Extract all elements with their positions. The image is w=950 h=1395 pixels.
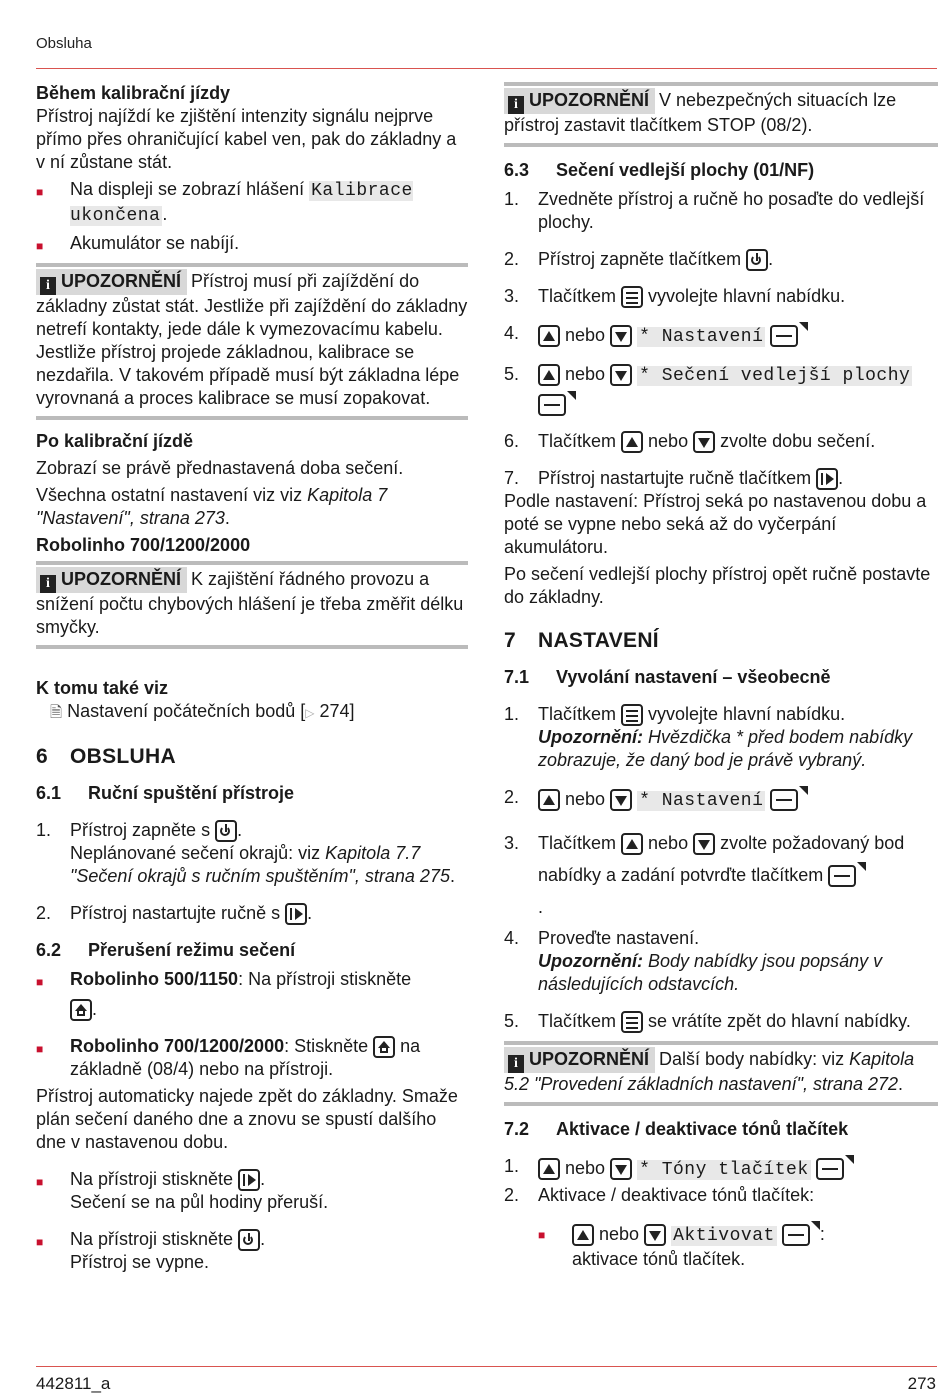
down-button-icon [693,431,715,453]
note-box: i UPOZORNĚNÍ Přístroj musí při zajíždění do základny zůstat stát. Jestliže při zajíždění do základny netrefí kontakty, jede dále k vymezovacímu kabelu. Jestliže přístroj projede základnou, kalibrace se nezdařila. V takovém případě musí být základna lépe vyrovnaná a proces kalibrace se musí zopakovat. [36,263,468,420]
heading-calibration: Během kalibrační jízdy [36,83,231,103]
menu-entry: * Tóny tlačítek [639,1160,809,1180]
ok-button-icon [782,1224,810,1246]
left-column: Během kalibrační jízdy Přístroj najíždí ke zjištění intenzity signálu nejprve přímo přes ohraničující kabel ven, pak do základny a v ní zůstane stát. ■ Na displeji se zobrazí hlášení Kalibrace ukončena . ■ Akumulátor se nabíjí. i UPOZORNĚNÍ Přístroj musí při zajíždění do základny zůstat stát. Jestliže při zajíždění do základny netrefí kontakty, jede dále k vymezovacímu kabelu. Jestliže přístroj projede základnou, kalibrace se nezdařila. V takovém případě musí být základna lépe vyrovnaná a proces kalibrace se musí zopakovat. Po kalibrační jízdě Zobrazí se právě přednastavená doba sečení. Všechna ostatní nastavení viz viz Kapitola 7 "Nastavení", strana 273. Robolinho 700/1200/2000 i UPOZORNĚNÍ K zajištění řádného provozu a snížení počtu chybových hlášení je třeba změřit délku smyčky. K tomu také viz 🗎 Nastavení počátečních bodů [▷ 274] 6 OBSLUHA 6.1 Ruční spuštění přístroje 1. Přístroj zapněte s . Neplánované sečení okrajů: viz Kapitola 7.7 "Sečení okrajů s ručním spuštěním", strana 275. 2. Přístroj nastartujte ručně s . 6.2 Přerušení režimu sečení ■ Robolinho 500/1150: Na přístroji stiskněte . ■ Robolinho 700/1200/2000: Stiskněte na základně (08/4) nebo na přístroji. Přístroj automaticky najede zpět do základny. Smaže plán sečení daného dne a znovu se spustí dalšího dne v nastavenou dobu. ■ Na přístroji stiskněte . Sečení se na půl hodiny přeruší. ■ Na přístroji stiskněte . Přístroj se vypne. [36,83,468,1272]
chapter-link[interactable]: Kapitola 5.2 "Provedení základních nastavení", strana 272 [504,1049,915,1094]
note-badge: i UPOZORNĚNÍ [36,269,187,295]
menu-entry: * Nastavení [639,327,764,347]
section-7-1-title: 7.1 Vyvolání nastavení – všeobecně [504,667,831,687]
list-item: ■ Robolinho 700/1200/2000: Stiskněte na základně (08/4) nebo na přístroji. [36,1036,421,1079]
numbered-item: 2. Přístroj zapněte tlačítkem . [504,249,774,269]
menu-entry: * Sečení vedlejší plochy [639,366,911,386]
power-button-icon [746,249,768,271]
up-button-icon [538,364,560,386]
section-6-1-title: 6.1 Ruční spuštění přístroje [36,783,295,803]
down-button-icon [610,325,632,347]
down-button-icon [610,1158,632,1180]
start-button-icon [285,903,307,925]
start-button-icon [816,468,838,490]
info-icon: i [40,277,56,295]
see-also-link[interactable]: 🗎 Nastavení počátečních bodů [▷ 274] [50,701,355,721]
numbered-item: 2. Přístroj nastartujte ručně s . [36,903,313,923]
numbered-item: 3. Tlačítkem vyvolejte hlavní nabídku. [504,286,846,306]
numbered-item: 4. Proveďte nastavení. Upozornění: Body nabídky jsou popsány v následujících odstavcích. [504,928,883,994]
up-button-icon [572,1224,594,1246]
down-button-icon [644,1224,666,1246]
numbered-item: 2. Aktivace / deaktivace tónů tlačítek: [504,1185,815,1205]
numbered-item: 5. Tlačítkem se vrátíte zpět do hlavní nabídky. [504,1011,911,1031]
bullet-icon: ■ [36,1175,44,1189]
home-button-icon [70,999,92,1021]
home-button-icon [373,1036,395,1058]
down-button-icon [693,833,715,855]
note-box: i UPOZORNĚNÍ K zajištění řádného provozu a snížení počtu chybových hlášení je třeba změřit délku smyčky. [36,561,468,649]
power-button-icon [215,820,237,842]
info-icon: i [508,1055,524,1073]
heading-after-calibration: Po kalibrační jízdě [36,431,194,451]
up-button-icon [621,833,643,855]
note-box: i UPOZORNĚNÍ V nebezpečných situacích lze přístroj zastavit tlačítkem STOP (08/2). [504,82,938,147]
power-button-icon [238,1229,260,1251]
note-badge: i UPOZORNĚNÍ [504,1047,655,1073]
down-button-icon [610,364,632,386]
bullet-icon: ■ [36,239,44,253]
running-header: Obsluha [36,35,92,52]
numbered-item: 7. Přístroj nastartujte ručně tlačítkem . [504,468,844,488]
right-column: i UPOZORNĚNÍ V nebezpečných situacích lze přístroj zastavit tlačítkem STOP (08/2). 6.3 Sečení vedlejší plochy (01/NF) 1. Zvedněte přístroj a ručně ho posaďte do vedlejší plochy. 2. Přístroj zapněte tlačítkem . 3. Tlačítkem vyvolejte hlavní nabídku. 4. nebo * Nastavení 5. nebo * Sečení vedlejší plochy 6. Tlačítkem nebo zvolte dobu sečení. 7. Přístroj nastartujte ručně tlačítkem . Podle nastavení: Přístroj seká po nastavenou dobu a poté se vypne nebo seká až do vyčerpání akumulátoru. Po sečení vedlejší plochy přístroj opět ručně postavte do základny. 7 NASTAVENÍ 7.1 Vyvolání nastavení – všeobecně 1. Tlačítkem vyvolejte hlavní nabídku. Upozornění: Hvězdička * před bodem nabídky zobrazuje, že daný bod je právě vybraný. 2. nebo * Nastavení 3. Tlačítkem nebo zvolte požadovaný bod nabídky a zadání potvrďte tlačítkem . 4. Proveďte nastavení. Upozornění: Body nabídky jsou popsány v následujících odstavcích. 5. Tlačítkem se vrátíte zpět do hlavní nabídky. i UPOZORNĚNÍ Další body nabídky: viz Kapitola 5.2 "Provedení základních nastavení", strana 272. 7.2 Aktivace / deaktivace tónů tlačítek 1. nebo * Tóny tlačítek 2. Aktivace / deaktivace tónů tlačítek: ■ nebo Aktivovat : aktivace tónů tlačítek. [504,82,938,1271]
note-box: i UPOZORNĚNÍ Další body nabídky: viz Kapitola 5.2 "Provedení základních nastavení", strana 272. [504,1041,938,1106]
section-6-3-title: 6.3 Sečení vedlejší plochy (01/NF) [504,160,815,180]
up-button-icon [538,789,560,811]
document-icon: 🗎 [50,704,63,721]
page-arrow-icon: ▷ [305,706,315,720]
see-also-heading: K tomu také viz [36,678,169,698]
start-button-icon [238,1169,260,1191]
numbered-item: 4. nebo * Nastavení [504,322,938,349]
bullet-icon: ■ [36,1042,44,1056]
section-7-title: 7 NASTAVENÍ [504,629,659,652]
numbered-item: 2. nebo * Nastavení [504,786,938,813]
up-button-icon [621,431,643,453]
up-button-icon [538,1158,560,1180]
para-calibration: Přístroj najíždí ke zjištění intenzity signálu nejprve přímo přes ohraničující kabel ven, pak do základny a v ní zůstane stát. [36,106,457,172]
up-button-icon [538,325,560,347]
ok-button-icon [770,325,798,347]
note-badge: i UPOZORNĚNÍ [36,567,187,593]
header-rule [36,68,937,69]
numbered-item: 1. Zvedněte přístroj a ručně ho posaďte do vedlejší plochy. [504,189,925,232]
chapter-link[interactable]: Kapitola 7.7 "Sečení okrajů s ručním spuštěním", strana 275 [70,843,450,886]
chapter-link[interactable]: Kapitola 7 "Nastavení", strana 273 [36,485,388,528]
heading-model: Robolinho 700/1200/2000 [36,535,251,555]
section-6-title: 6 OBSLUHA [36,745,176,768]
list-item: ■ Na přístroji stiskněte . Sečení se na půl hodiny přeruší. [36,1169,329,1212]
info-icon: i [40,575,56,593]
numbered-item: 1. Přístroj zapněte s . Neplánované sečení okrajů: viz Kapitola 7.7 "Sečení okrajů s ručním spuštěním", strana 275. [36,820,455,886]
footer-rule [36,1366,937,1367]
section-6-2-title: 6.2 Přerušení režimu sečení [36,940,296,960]
list-item: ■ nebo Aktivovat : aktivace tónů tlačítek. [538,1221,938,1271]
numbered-item: 1. Tlačítkem vyvolejte hlavní nabídku. Upozornění: Hvězdička * před bodem nabídky zobrazuje, že daný bod je právě vybraný. [504,704,913,770]
menu-button-icon [621,704,643,726]
numbered-item: 5. nebo * Sečení vedlejší plochy [504,363,938,416]
down-button-icon [610,789,632,811]
numbered-item: 6. Tlačítkem nebo zvolte dobu sečení. [504,431,876,451]
menu-button-icon [621,1011,643,1033]
document-id: 442811_a [36,1374,111,1393]
list-item: ■ Na displeji se zobrazí hlášení Kalibrace ukončena . [36,179,413,226]
ok-button-icon [816,1158,844,1180]
menu-button-icon [621,286,643,308]
list-item: ■ Na přístroji stiskněte . Přístroj se vypne. [36,1229,266,1272]
info-icon: i [508,96,524,114]
bullet-icon: ■ [36,1235,44,1249]
ok-button-icon [828,865,856,887]
bullet-icon: ■ [538,1228,546,1242]
numbered-item: 1. nebo * Tóny tlačítek [504,1155,938,1182]
note-badge: i UPOZORNĚNÍ [504,88,655,114]
section-7-2-title: 7.2 Aktivace / deaktivace tónů tlačítek [504,1119,849,1139]
menu-entry: * Nastavení [639,791,764,811]
bullet-icon: ■ [36,975,44,989]
list-item: ■ Akumulátor se nabíjí. [36,232,468,255]
numbered-item: 3. Tlačítkem nebo zvolte požadovaný bod nabídky a zadání potvrďte tlačítkem . [504,833,905,917]
display-message: Kalibrace ukončena [70,181,413,226]
page-number: 273 [907,1374,936,1393]
bullet-icon: ■ [36,185,44,199]
menu-entry: Aktivovat [673,1226,775,1246]
list-item: ■ Robolinho 500/1150: Na přístroji stiskněte . [36,969,412,1019]
ok-button-icon [538,394,566,416]
ok-button-icon [770,789,798,811]
